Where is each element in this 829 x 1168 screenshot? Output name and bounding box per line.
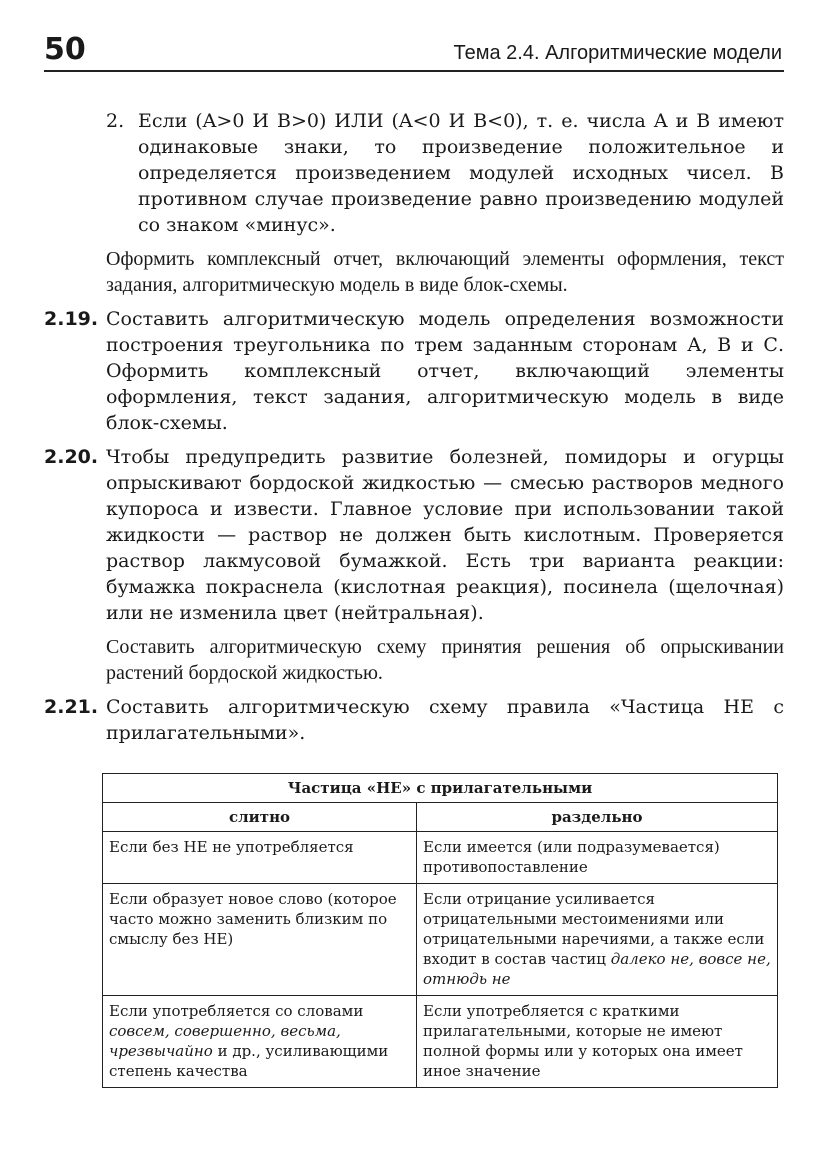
cell-text: Если имеется (или подразумевается) противопоставление [423,838,720,876]
task-text: Составить алгоритмическую модель определения возможности построения треугольника по трем заданным сторонам А, В и С. Оформить комплексный отчет, включающий элементы оформления, текст задания, алгоритмическую модель в виде блок-схемы. [106,308,784,434]
running-title: Тема 2.4. Алгоритмические модели [453,42,782,64]
cell-text: Если употребляется со словами [109,1002,364,1020]
cell-italic-text: совсем, совершенно, весьма, чрезвычайно [109,1022,341,1060]
task-2-21 [44,694,784,746]
cell-text-tail: и др., усиливающими степень качества [109,1042,389,1080]
column-header-right: раздельно [417,803,778,832]
table-cell-left [103,832,417,884]
cell-italic-text: далеко не, вовсе не, отнюдь не [423,950,771,988]
task-number: 2.20. [44,446,99,468]
table-row [103,884,778,996]
page-number: 50 [44,32,86,67]
cell-text: Если употребляется с краткими прилагательными, которые не имеют полной формы или у которых она имеет иное значение [423,1002,743,1080]
table-cell-left [103,996,417,1088]
table-cell-right [417,884,778,996]
table-header-row [103,803,778,832]
task-text: Составить алгоритмическую схему правила «Частица НЕ с прилагательными». [106,696,784,744]
table-cell-right [417,996,778,1088]
cell-text: Если без НЕ не употребляется [109,838,354,856]
table-title: Частица «НЕ» с прилагательными [103,774,778,803]
table-row [103,832,778,884]
table-row [103,996,778,1088]
page-header [44,30,784,72]
task-2-20-extra: Составить алгоритмическую схему принятия решения об опрыскивании растений бордоской жидкостью. [106,636,784,684]
table-cell-left [103,884,417,996]
page-content [44,108,784,746]
list-item-text: Если (A>0 И B>0) ИЛИ (A<0 И B<0), т. е. числа A и B имеют одинаковые знаки, то произведение положительное и определяется произведением модулей исходных чисел. В противном случае произведение равно произведению модулей со знаком «минус». [138,110,784,236]
task-number: 2.19. [44,308,99,330]
task-2-20 [44,444,784,626]
task-number: 2.21. [44,696,99,718]
list-item-2 [44,108,784,238]
task-2-19 [44,306,784,436]
list-item-number: 2. [106,110,125,132]
task-text: Чтобы предупредить развитие болезней, помидоры и огурцы опрыскивают бордоской жидкостью — смесью растворов медного купороса и извести. Главное условие при использовании такой жидкости — раствор не должен быть кислотным. Проверяется раствор лакмусовой бумажкой. Есть три варианта реакции: бумажка покраснела (кислотная реакция), посинела (щелочная) или не изменила цвет (нейтральная). [106,446,784,624]
column-header-left: слитно [103,803,417,832]
report-paragraph: Оформить комплексный отчет, включающий элементы оформления, текст задания, алгоритмическую модель в виде блок-схемы. [106,248,784,296]
cell-text: Если отрицание усиливается отрицательными местоимениями или отрицательными наречиями, а также если входит в состав частиц [423,890,765,968]
cell-text: Если образует новое слово (которое часто можно заменить близким по смыслу без НЕ) [109,890,397,948]
table-cell-right [417,832,778,884]
table-title-row [103,774,778,803]
rules-table [102,773,778,1088]
